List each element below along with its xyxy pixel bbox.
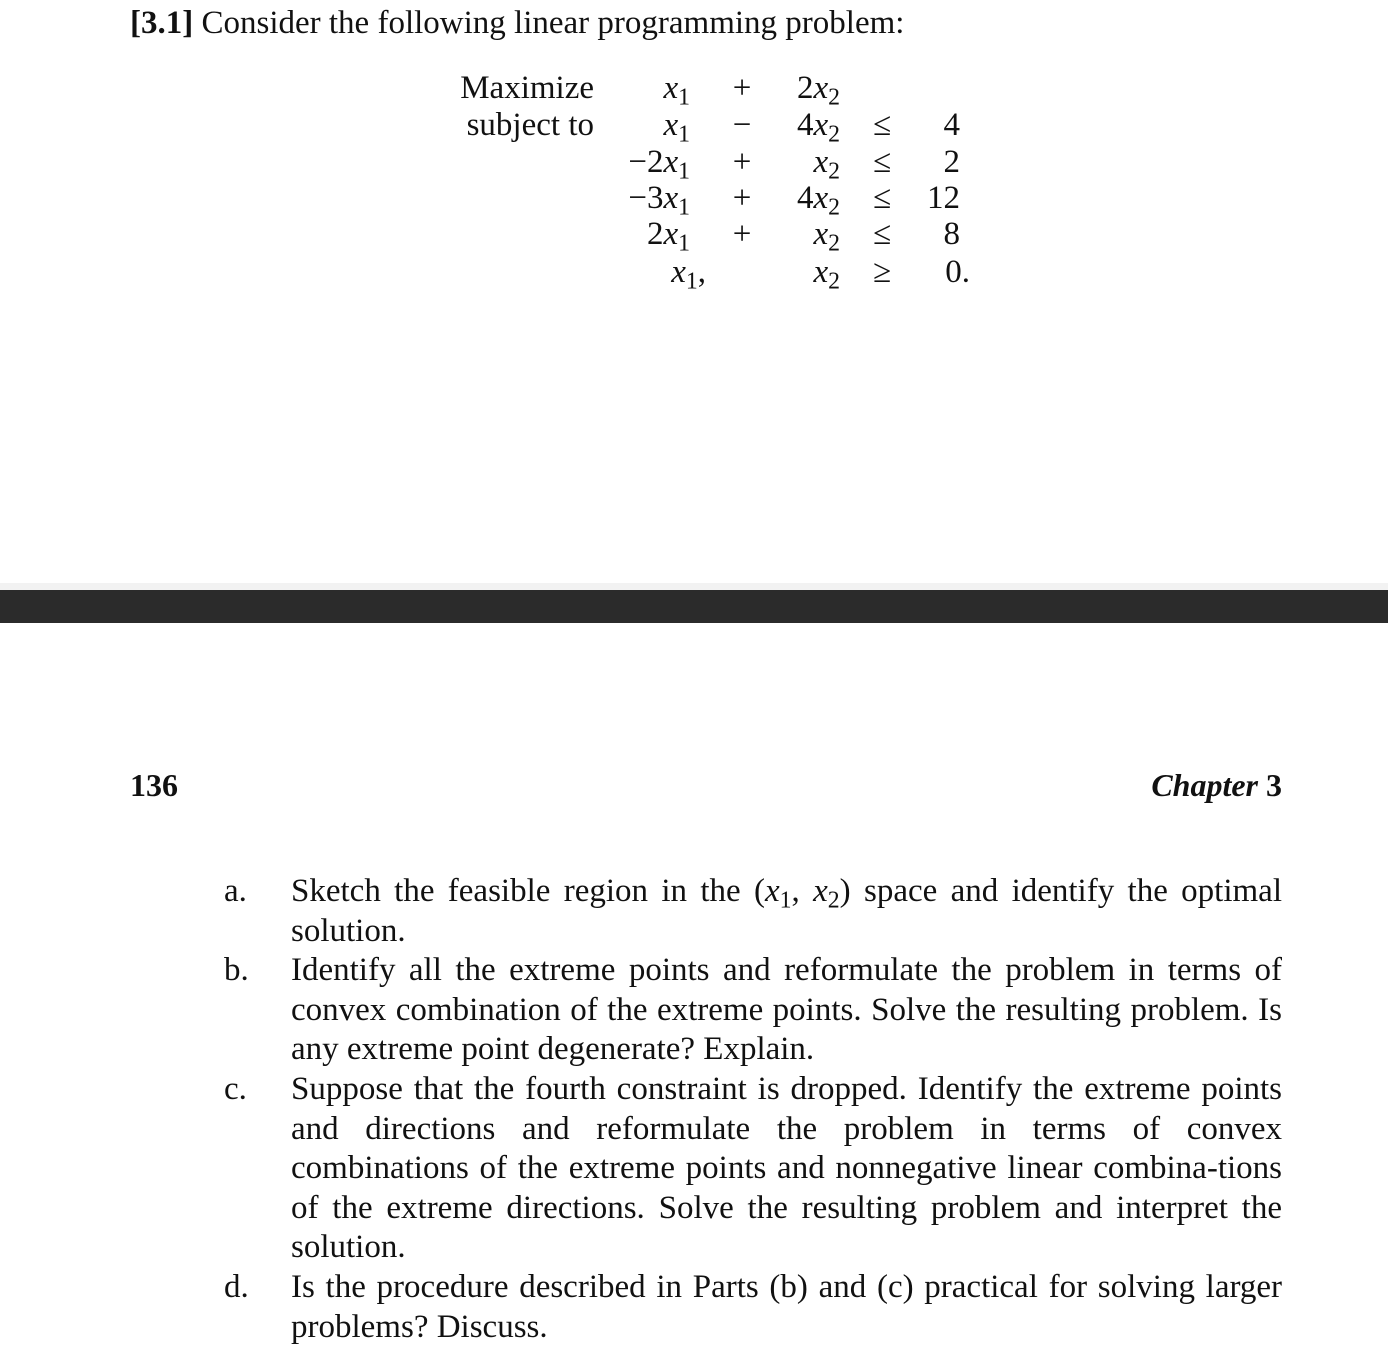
problem-number: [3.1]	[130, 5, 194, 41]
objective-label: Maximize	[460, 70, 594, 106]
lp-row-1-rhs: 4	[943, 107, 960, 143]
lp-row-3-relation: ≤	[872, 180, 892, 216]
lp-row-5-relation: ≥	[872, 254, 892, 290]
lp-row-2-term2: $x_2$	[813, 144, 840, 185]
lp-row-1-term2: $4x_2$	[796, 107, 840, 148]
page-break-bar	[0, 590, 1388, 623]
part-letter: a.	[224, 873, 247, 909]
part-b	[220, 951, 1282, 1070]
part-letter: b.	[224, 952, 249, 989]
lp-row-1-operator: −	[732, 107, 752, 143]
part-text: Sketch the feasible region in the ($x_1$, $x_2$) space and identify the optimal solution.	[291, 873, 1283, 949]
chapter-number: 3	[1266, 767, 1282, 803]
part-d	[220, 1268, 1282, 1347]
lp-row-3-operator: +	[732, 180, 752, 216]
lp-row-4-operator: +	[732, 216, 752, 252]
lp-row-0-operator: +	[732, 70, 752, 106]
lp-row-4-term2: $x_2$	[813, 216, 840, 257]
lp-row-0-term1: $x_1$	[663, 70, 690, 111]
part-c	[220, 1070, 1282, 1268]
lp-row-2-term1: $-2x_1$	[628, 144, 690, 185]
lp-row-5-rhs: 0.	[945, 254, 970, 290]
lp-row-2-rhs: 2	[943, 144, 960, 180]
lp-row-2-relation: ≤	[872, 144, 892, 180]
running-head	[1151, 765, 1282, 805]
part-text: Identify all the extreme points and reformulate the problem in terms of convex combination of the extreme points. Solve the resulting problem. Is any extreme point degenerate? Explain.	[291, 952, 1282, 1068]
linear-program	[0, 0, 1388, 300]
lp-row-1-relation: ≤	[872, 107, 892, 143]
part-text: Suppose that the fourth constraint is dropped. Identify the extreme points and directions and reformulate the problem in terms of convex combinations of the extreme points and nonnegative linear combina-tions of the extreme directions. Solve the resulting problem and interpret the solution.	[291, 1070, 1282, 1266]
lp-row-4-term1: $2x_1$	[646, 216, 690, 257]
part-letter: c.	[224, 1070, 247, 1107]
lp-row-3-term2: $4x_2$	[796, 180, 840, 221]
lp-row-4-relation: ≤	[872, 216, 892, 252]
chapter-word: Chapter	[1151, 767, 1258, 803]
part-letter: d.	[224, 1268, 249, 1305]
problem-intro: Consider the following linear programming problem:	[201, 5, 905, 41]
lp-row-0-term2: $2x_2$	[796, 70, 840, 111]
page-number: 136	[130, 767, 178, 803]
lp-row-3-term1: $-3x_1$	[628, 180, 690, 221]
lp-row-3-rhs: 12	[927, 180, 960, 216]
part-a	[220, 872, 1282, 951]
lp-row-5-term1: $x_1$,	[671, 254, 706, 295]
lp-row-4-rhs: 8	[943, 216, 960, 252]
lp-row-5-term2: $x_2$	[813, 254, 840, 295]
part-text: Is the procedure described in Parts (b) and (c) practical for solving larger problems? Discuss.	[291, 1268, 1282, 1345]
constraints-label: subject to	[466, 107, 594, 143]
exercise-parts	[220, 872, 1282, 1347]
lp-row-1-term1: $x_1$	[663, 107, 690, 148]
lp-row-2-operator: +	[732, 144, 752, 180]
